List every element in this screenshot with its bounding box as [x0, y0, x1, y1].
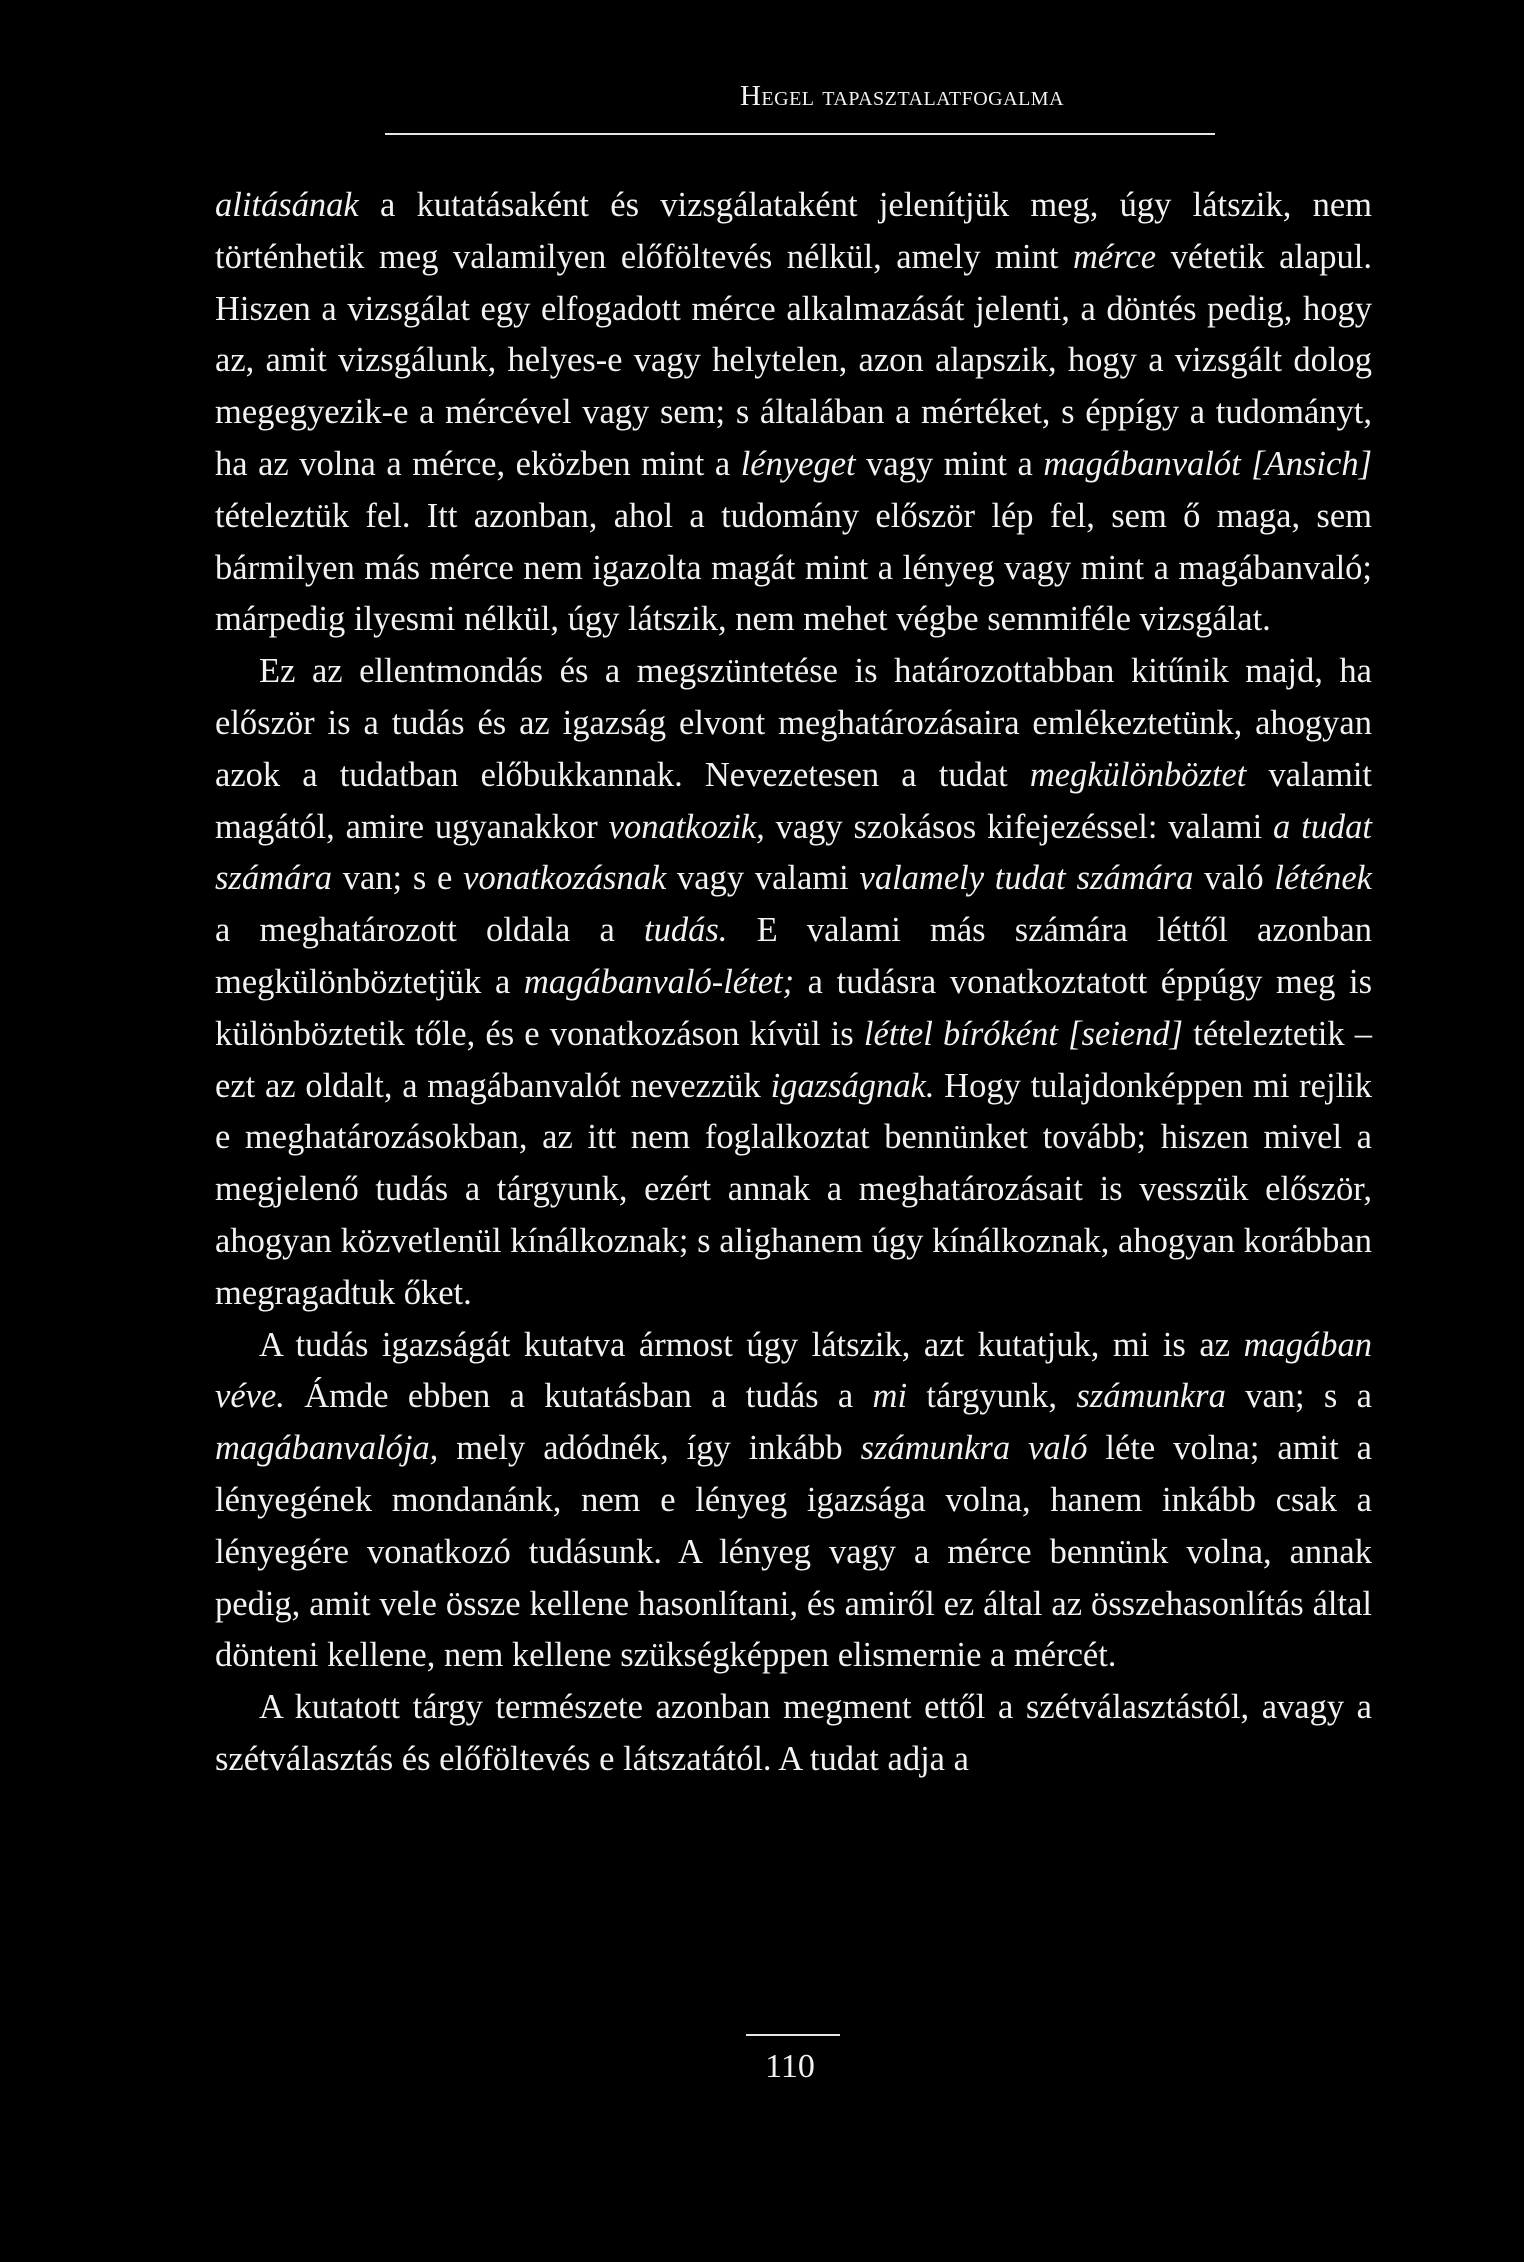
text-run: A tudás igazságát kutatva ármost úgy látszik, azt kutatjuk, mi is az — [259, 1325, 1244, 1364]
footer-rule — [746, 2034, 840, 2036]
emphasized-text: mérce — [1073, 237, 1157, 276]
text-run: tárgyunk, — [907, 1377, 1077, 1416]
page-number: 110 — [765, 2048, 815, 2085]
paragraph — [215, 1682, 1372, 1786]
text-run: van; s e — [331, 859, 464, 898]
text-run: vagy mint a — [855, 444, 1044, 483]
emphasized-text: igazságnak. — [770, 1066, 935, 1105]
paragraph — [215, 1320, 1372, 1683]
emphasized-text: tudás. — [644, 911, 728, 950]
emphasized-text: megkülönböztet — [1029, 755, 1247, 794]
text-run: A kutatott tárgy természete azonban megment ettől a szétválasztástól, avagy a szétválasztás és előföltevés e látszatától. A tudat adja a — [215, 1688, 1372, 1778]
text-run: E valami más számára léttől azonban megkülönböztetjük a — [215, 911, 1372, 1001]
text-run: Ez az ellentmondás és a megszüntetése is határozottabban kitűnik majd, ha először is a tudás és az igazság elvont meghatározásaira emlékeztetünk, ahogyan azok a tudatban előbukkannak. Nevezetesen a tudat — [215, 652, 1372, 794]
emphasized-text: számunkra való — [860, 1429, 1088, 1468]
emphasized-text: vonatkozásnak — [463, 859, 667, 898]
page-header — [0, 80, 1524, 113]
text-run: Ámde ebben a kutatásban a tudás a — [284, 1377, 873, 1416]
text-run: van; s a — [1225, 1377, 1372, 1416]
emphasized-text: magábanvalója, — [215, 1429, 439, 1468]
emphasized-text: vonatkozik, — [608, 807, 765, 846]
text-run: valamit magától, amire ugyanakkor — [215, 755, 1372, 846]
emphasized-text: létének — [1274, 859, 1372, 898]
emphasized-text: számunkra — [1076, 1377, 1226, 1416]
text-run: a tudásra vonatkoztatott éppúgy meg is különböztetik tőle, és e vonatkozáson kívül is — [215, 962, 1372, 1053]
text-run: a meghatározott oldala a — [215, 911, 645, 950]
emphasized-text: léttel bíróként [seiend] — [863, 1014, 1184, 1053]
body-text — [215, 180, 1372, 1786]
emphasized-text: alitásának — [215, 186, 359, 224]
running-title: Hegel tapasztalatfogalma — [739, 80, 1065, 112]
emphasized-text: mi — [872, 1377, 908, 1416]
text-run: léte volna; amit a lényegének mondanánk, nem e lényeg igazsága volna, hanem inkább csak a lényegére vonatkozó tudásunk. A lényeg vagy a mérce bennünk volna, annak pedig, amit vele össze kellene hasonlítani, és amiről ez által az összehasonlítás által dönteni kellene, nem kellene szükségképpen elismernie a mércét. — [215, 1429, 1372, 1675]
emphasized-text: lényeget — [740, 444, 856, 483]
paragraph — [215, 646, 1372, 1319]
text-run: vagy szokásos kifejezéssel: valami — [764, 807, 1274, 846]
emphasized-text: magábanvaló-létet; — [523, 962, 795, 1001]
text-run: vagy valami — [666, 859, 860, 898]
text-run: tételeztük fel. Itt azonban, ahol a tudomány először lép fel, sem ő maga, sem bármilyen más mérce nem igazolta magát mint a lényeg vagy mint a magábanvaló; márpedig ilyesmi nélkül, úgy látszik, nem mehet végbe semmiféle vizsgálat. — [215, 496, 1372, 639]
text-run: a kutatásaként és vizsgálataként jelenítjük meg, úgy látszik, nem történhetik meg valamilyen előföltevés nélkül, amely mint — [215, 186, 1372, 276]
text-run: vétetik alapul. Hiszen a vizsgálat egy elfogadott mérce alkalmazását jelenti, a döntés pedig, hogy az, amit vizsgálunk, helyes-e vagy helytelen, azon alapszik, hogy a vizsgált dolog megegyezik-e a mércével vagy sem; s általában a mértéket, s éppígy a tudományt, ha az volna a mérce, eközben mint a — [215, 237, 1372, 483]
text-run: tételeztetik – ezt az oldalt, a magábanvalót nevezzük — [215, 1014, 1372, 1105]
text-run: való — [1193, 859, 1275, 898]
text-run: Hogy tulajdonképpen mi rejlik e meghatározásokban, az itt nem foglalkoztat bennünket tovább; hiszen mivel a megjelenő tudás a tárgyunk, ezért annak a meghatározásait is vesszük először, ahogyan közvetlenül kínálkoznak; s alighanem úgy kínálkoznak, ahogyan korábban megragadtuk őket. — [215, 1066, 1372, 1312]
emphasized-text: a tudat számára — [215, 807, 1373, 898]
emphasized-text: magábanvalót [Ansich] — [1043, 444, 1372, 483]
text-run: mely adódnék, így inkább — [438, 1429, 861, 1468]
paragraph — [215, 180, 1372, 646]
emphasized-text: valamely tudat számára — [859, 859, 1194, 898]
emphasized-text: magában véve. — [215, 1325, 1372, 1416]
header-rule — [385, 133, 1215, 135]
